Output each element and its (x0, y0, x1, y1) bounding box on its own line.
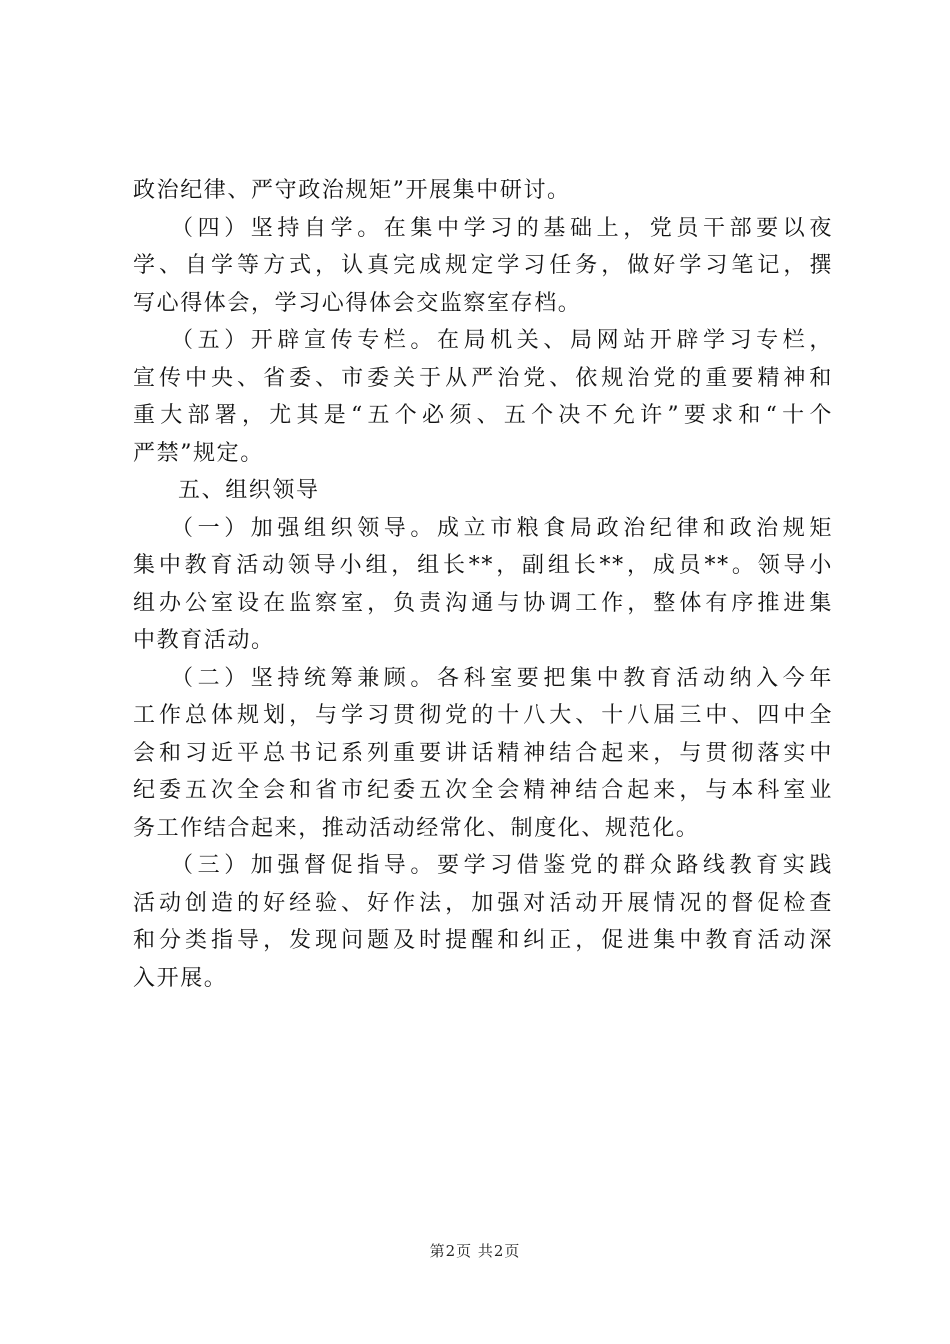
body-line: 中教育活动。 (133, 628, 275, 653)
body-line: 严禁”规定。 (133, 440, 264, 466)
body-line: 务工作结合起来，推动活动经常化、制度化、规范化。 (133, 815, 700, 841)
body-line: 会和习近平总书记系列重要讲话精神结合起来，与贯彻落实中 (133, 740, 833, 766)
section-heading: 五、组织领导 (178, 478, 320, 503)
body-line: （五）开辟宣传专栏。在局机关、局网站开辟学习专栏， (171, 328, 833, 353)
body-line: 政治纪律、严守政治规矩”开展集中研讨。 (133, 178, 571, 203)
body-line: 学、自学等方式，认真完成规定学习任务，做好学习笔记，撰 (133, 253, 833, 278)
body-line: 集中教育活动领导小组，组长**，副组长**，成员**。领导小 (133, 553, 833, 578)
document-body (133, 172, 833, 997)
body-line: 活动创造的好经验、好作法，加强对活动开展情况的督促检查 (133, 890, 833, 916)
body-line: （三）加强督促指导。要学习借鉴党的群众路线教育实践 (171, 853, 833, 878)
body-line: 纪委五次全会和省市纪委五次全会精神结合起来，与本科室业 (133, 778, 833, 803)
body-line: 工作总体规划，与学习贯彻党的十八大、十八届三中、四中全 (133, 703, 833, 728)
body-line: 组办公室设在监察室，负责沟通与协调工作，整体有序推进集 (133, 590, 833, 616)
body-line: 写心得体会，学习心得体会交监察室存档。 (133, 290, 582, 316)
page-number-footer: 第2页 共2页 (429, 1242, 521, 1260)
body-line: 和分类指导，发现问题及时提醒和纠正，促进集中教育活动深 (133, 928, 833, 953)
body-line: （四）坚持自学。在集中学习的基础上，党员干部要以夜 (171, 215, 833, 241)
body-line: 宣传中央、省委、市委关于从严治党、依规治党的重要精神和 (133, 365, 833, 391)
body-line: （二）坚持统筹兼顾。各科室要把集中教育活动纳入今年 (171, 665, 833, 691)
body-line: 入开展。 (133, 965, 228, 991)
body-line: （一）加强组织领导。成立市粮食局政治纪律和政治规矩 (171, 515, 833, 541)
body-line: 重大部署，尤其是“五个必须、五个决不允许”要求和“十个 (133, 403, 833, 428)
